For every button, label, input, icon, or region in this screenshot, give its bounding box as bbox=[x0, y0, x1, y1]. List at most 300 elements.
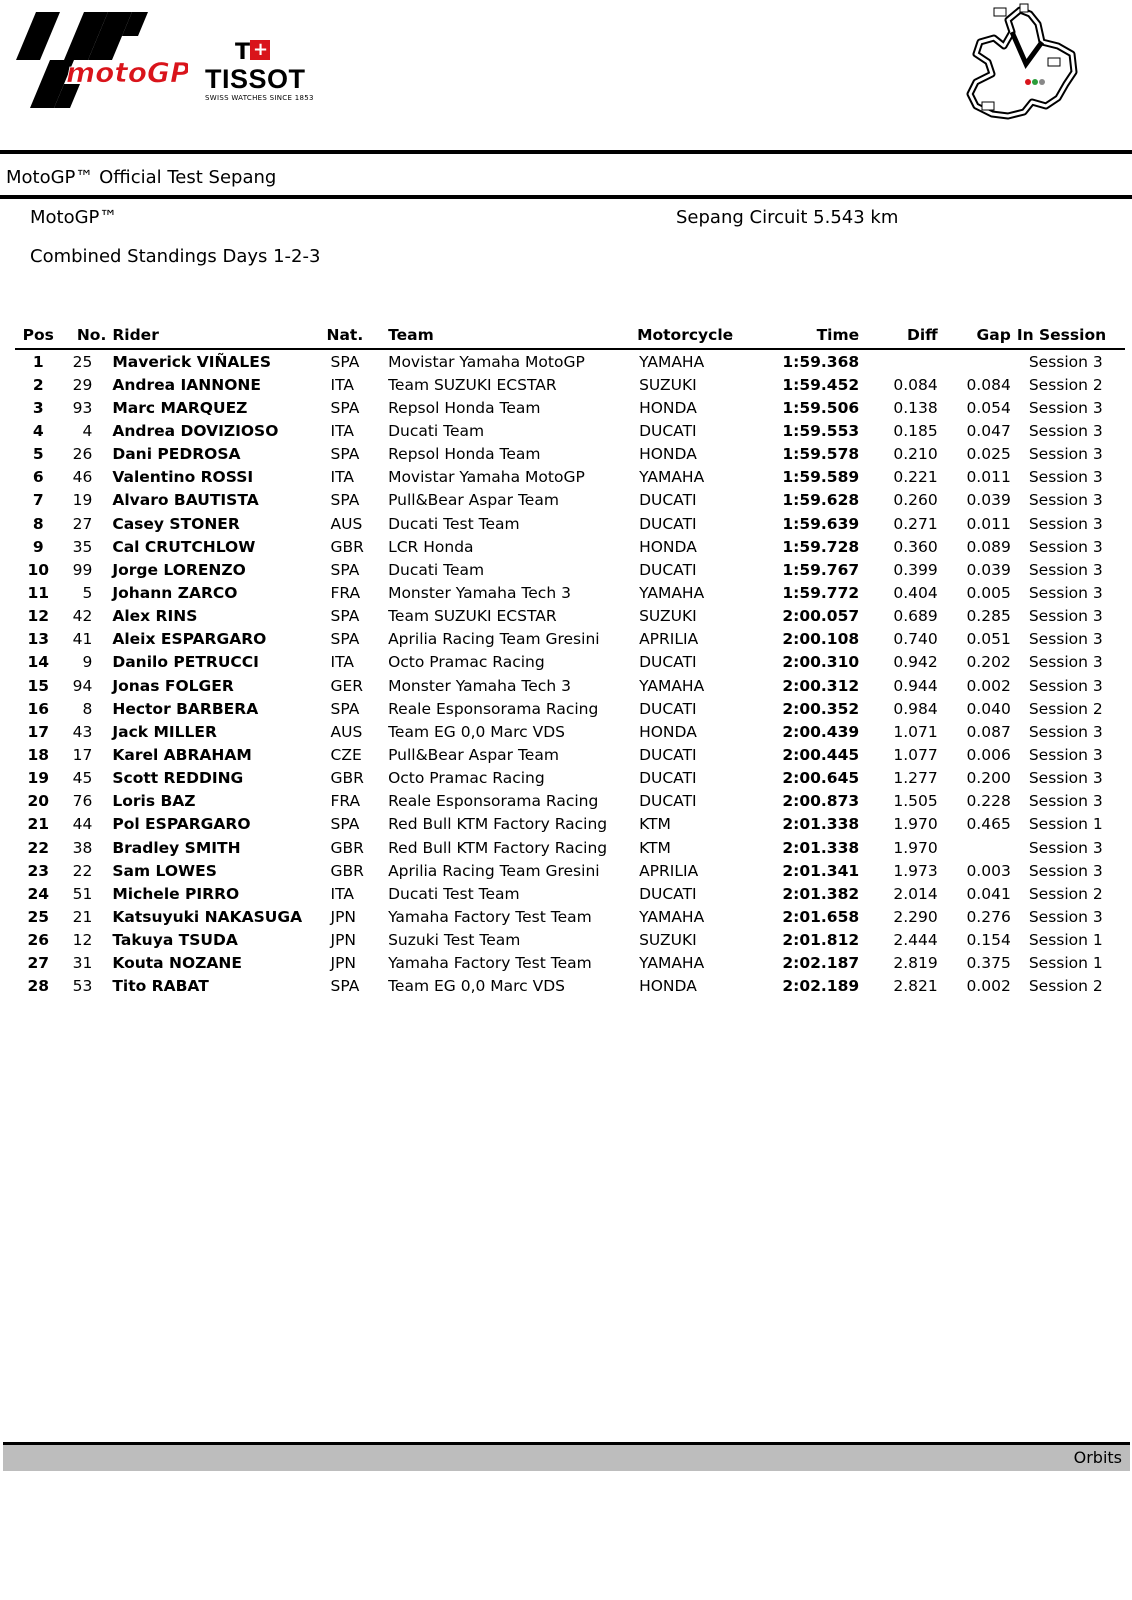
cell-nat: CZE bbox=[330, 745, 362, 764]
cell-time: 1:59.578 bbox=[782, 445, 860, 464]
cell-nat: SPA bbox=[330, 977, 360, 996]
cell-motorcycle: YAMAHA bbox=[639, 468, 705, 487]
cell-rider: Valentino ROSSI bbox=[112, 468, 254, 487]
cell-rider: Katsuyuki NAKASUGA bbox=[112, 907, 303, 926]
cell-diff: 0.084 bbox=[893, 375, 938, 394]
cell-session: Session 2 bbox=[1028, 884, 1103, 903]
cell-time: 1:59.628 bbox=[782, 491, 860, 510]
cell-team: Suzuki Test Team bbox=[388, 931, 521, 950]
table-row bbox=[15, 581, 1125, 604]
cell-session: Session 3 bbox=[1028, 861, 1103, 880]
cell-gap bbox=[938, 349, 1011, 373]
tissot-logo bbox=[205, 40, 315, 100]
sepang-track-map-icon bbox=[962, 2, 1097, 127]
cell-pos: 11 bbox=[27, 583, 50, 602]
cell-gap: 0.002 bbox=[966, 676, 1011, 695]
cell-pos: 15 bbox=[27, 676, 50, 695]
cell-pos: 13 bbox=[27, 630, 50, 649]
cell-rider: Andrea IANNONE bbox=[112, 375, 261, 394]
header-time: Time bbox=[773, 325, 859, 349]
cell-diff: 2.819 bbox=[893, 954, 938, 973]
cell-session: Session 1 bbox=[1028, 954, 1103, 973]
footer-provider: Orbits bbox=[1073, 1448, 1122, 1467]
cell-time: 2:00.352 bbox=[782, 699, 860, 718]
cell-rider: Cal CRUTCHLOW bbox=[112, 537, 256, 556]
cell-rider: Dani PEDROSA bbox=[112, 445, 241, 464]
cell-rider: Jack MILLER bbox=[112, 722, 217, 741]
cell-session: Session 2 bbox=[1028, 375, 1103, 394]
cell-team: Movistar Yamaha MotoGP bbox=[388, 352, 585, 371]
cell-team: Yamaha Factory Test Team bbox=[388, 954, 592, 973]
cell-pos: 27 bbox=[27, 954, 50, 973]
header-rider: Rider bbox=[112, 325, 320, 349]
cell-rider: Scott REDDING bbox=[112, 769, 244, 788]
cell-motorcycle: APRILIA bbox=[639, 630, 699, 649]
table-row bbox=[15, 743, 1125, 766]
cell-nat: JPN bbox=[330, 954, 357, 973]
cell-motorcycle: YAMAHA bbox=[639, 352, 705, 371]
cell-time: 2:02.189 bbox=[782, 977, 860, 996]
cell-diff bbox=[859, 349, 938, 373]
cell-no: 45 bbox=[72, 769, 93, 788]
header-rule bbox=[0, 150, 1132, 154]
cell-session: Session 1 bbox=[1028, 815, 1103, 834]
cell-session: Session 3 bbox=[1028, 421, 1103, 440]
cell-session: Session 3 bbox=[1028, 607, 1103, 626]
cell-pos: 25 bbox=[27, 907, 50, 926]
cell-gap: 0.154 bbox=[966, 931, 1011, 950]
cell-diff: 2.290 bbox=[893, 907, 938, 926]
cell-no: 4 bbox=[82, 421, 93, 440]
table-row bbox=[15, 952, 1125, 975]
cell-no: 43 bbox=[72, 722, 93, 741]
cell-rider: Maverick VIÑALES bbox=[112, 352, 272, 371]
class-label: MotoGP™ bbox=[30, 207, 118, 228]
circuit-label: Sepang Circuit 5.543 km bbox=[676, 207, 899, 228]
cell-time: 2:01.338 bbox=[782, 815, 860, 834]
cell-diff: 0.944 bbox=[893, 676, 938, 695]
cell-diff: 0.138 bbox=[893, 398, 938, 417]
header-nat: Nat. bbox=[321, 325, 389, 349]
cell-diff: 0.942 bbox=[893, 653, 938, 672]
cell-time: 1:59.639 bbox=[782, 514, 860, 533]
cell-team: Yamaha Factory Test Team bbox=[388, 907, 592, 926]
cell-motorcycle: SUZUKI bbox=[639, 375, 697, 394]
cell-rider: Kouta NOZANE bbox=[112, 954, 242, 973]
cell-time: 1:59.452 bbox=[782, 375, 860, 394]
cell-motorcycle: DUCATI bbox=[639, 491, 697, 510]
cell-pos: 20 bbox=[27, 792, 50, 811]
swiss-cross-icon: + bbox=[250, 40, 270, 60]
cell-rider: Danilo PETRUCCI bbox=[112, 653, 259, 672]
cell-time: 2:00.312 bbox=[782, 676, 860, 695]
cell-team: Red Bull KTM Factory Racing bbox=[388, 815, 608, 834]
cell-motorcycle: DUCATI bbox=[639, 421, 697, 440]
cell-rider: Marc MARQUEZ bbox=[112, 398, 248, 417]
cell-team: Ducati Test Team bbox=[388, 514, 520, 533]
cell-nat: SPA bbox=[330, 607, 360, 626]
table-header-row bbox=[15, 325, 1125, 349]
cell-team: Pull&Bear Aspar Team bbox=[388, 745, 559, 764]
cell-nat: AUS bbox=[330, 722, 363, 741]
cell-diff: 2.014 bbox=[893, 884, 938, 903]
cell-time: 1:59.767 bbox=[782, 560, 860, 579]
cell-nat: ITA bbox=[330, 421, 354, 440]
cell-rider: Johann ZARCO bbox=[112, 583, 238, 602]
cell-motorcycle: DUCATI bbox=[639, 792, 697, 811]
table-row bbox=[15, 859, 1125, 882]
cell-diff: 0.210 bbox=[893, 445, 938, 464]
table-row bbox=[15, 466, 1125, 489]
cell-time: 2:01.812 bbox=[782, 931, 860, 950]
cell-gap: 0.025 bbox=[966, 445, 1011, 464]
cell-no: 19 bbox=[72, 491, 93, 510]
cell-nat: GBR bbox=[330, 769, 364, 788]
cell-team: Team EG 0,0 Marc VDS bbox=[388, 977, 566, 996]
cell-motorcycle: SUZUKI bbox=[639, 931, 697, 950]
cell-pos: 21 bbox=[27, 815, 50, 834]
cell-pos: 26 bbox=[27, 931, 50, 950]
cell-no: 99 bbox=[72, 560, 93, 579]
cell-rider: Alex RINS bbox=[112, 607, 198, 626]
cell-time: 2:00.310 bbox=[782, 653, 860, 672]
header-gap: Gap bbox=[938, 325, 1011, 349]
cell-motorcycle: HONDA bbox=[639, 722, 697, 741]
cell-diff: 0.221 bbox=[893, 468, 938, 487]
cell-pos: 7 bbox=[32, 491, 44, 510]
cell-session: Session 3 bbox=[1028, 838, 1103, 857]
cell-time: 2:01.341 bbox=[782, 861, 860, 880]
table-row bbox=[15, 905, 1125, 928]
cell-nat: SPA bbox=[330, 445, 360, 464]
cell-session: Session 3 bbox=[1028, 352, 1103, 371]
cell-rider: Jonas FOLGER bbox=[112, 676, 234, 695]
cell-pos: 22 bbox=[27, 838, 50, 857]
cell-motorcycle: HONDA bbox=[639, 537, 697, 556]
cell-time: 2:01.382 bbox=[782, 884, 860, 903]
cell-diff: 0.185 bbox=[893, 421, 938, 440]
table-row bbox=[15, 535, 1125, 558]
cell-no: 76 bbox=[72, 792, 93, 811]
tissot-wordmark: TISSOT bbox=[205, 64, 306, 94]
cell-time: 1:59.506 bbox=[782, 398, 860, 417]
cell-nat: JPN bbox=[330, 931, 357, 950]
header-diff: Diff bbox=[859, 325, 938, 349]
header-team: Team bbox=[388, 325, 637, 349]
cell-rider: Jorge LORENZO bbox=[112, 560, 246, 579]
cell-motorcycle: HONDA bbox=[639, 445, 697, 464]
cell-nat: SPA bbox=[330, 352, 360, 371]
cell-pos: 10 bbox=[27, 560, 50, 579]
cell-no: 51 bbox=[72, 884, 93, 903]
cell-diff: 2.821 bbox=[893, 977, 938, 996]
table-row bbox=[15, 396, 1125, 419]
cell-team: Team SUZUKI ECSTAR bbox=[388, 607, 557, 626]
cell-nat: ITA bbox=[330, 468, 354, 487]
cell-nat: FRA bbox=[330, 792, 361, 811]
cell-session: Session 3 bbox=[1028, 398, 1103, 417]
results-body bbox=[15, 349, 1125, 998]
cell-no: 41 bbox=[72, 630, 93, 649]
cell-session: Session 1 bbox=[1028, 931, 1103, 950]
cell-pos: 2 bbox=[32, 375, 44, 394]
cell-no: 94 bbox=[72, 676, 93, 695]
header-motorcycle: Motorcycle bbox=[637, 325, 773, 349]
cell-gap: 0.006 bbox=[966, 745, 1011, 764]
cell-pos: 17 bbox=[27, 722, 50, 741]
cell-pos: 14 bbox=[27, 653, 50, 672]
cell-team: Aprilia Racing Team Gresini bbox=[388, 630, 600, 649]
cell-session: Session 3 bbox=[1028, 468, 1103, 487]
header-session: In Session bbox=[1011, 325, 1125, 349]
cell-no: 26 bbox=[72, 445, 93, 464]
cell-rider: Alvaro BAUTISTA bbox=[112, 491, 259, 510]
cell-pos: 28 bbox=[27, 977, 50, 996]
cell-diff: 0.399 bbox=[893, 560, 938, 579]
table-row bbox=[15, 558, 1125, 581]
cell-gap: 0.041 bbox=[966, 884, 1011, 903]
cell-diff: 0.740 bbox=[893, 630, 938, 649]
cell-rider: Sam LOWES bbox=[112, 861, 217, 880]
cell-nat: GBR bbox=[330, 537, 364, 556]
cell-gap: 0.051 bbox=[966, 630, 1011, 649]
cell-team: Ducati Team bbox=[388, 421, 485, 440]
cell-diff: 1.071 bbox=[893, 722, 938, 741]
cell-motorcycle: SUZUKI bbox=[639, 607, 697, 626]
table-row bbox=[15, 419, 1125, 442]
cell-time: 2:01.338 bbox=[782, 838, 860, 857]
cell-no: 31 bbox=[72, 954, 93, 973]
cell-gap: 0.011 bbox=[966, 514, 1011, 533]
cell-gap: 0.040 bbox=[966, 699, 1011, 718]
cell-motorcycle: DUCATI bbox=[639, 514, 697, 533]
cell-session: Session 3 bbox=[1028, 792, 1103, 811]
cell-motorcycle: DUCATI bbox=[639, 745, 697, 764]
cell-gap: 0.285 bbox=[966, 607, 1011, 626]
cell-no: 93 bbox=[72, 398, 93, 417]
cell-diff: 1.973 bbox=[893, 861, 938, 880]
cell-diff: 1.505 bbox=[893, 792, 938, 811]
cell-nat: FRA bbox=[330, 583, 361, 602]
cell-motorcycle: APRILIA bbox=[639, 861, 699, 880]
cell-nat: SPA bbox=[330, 630, 360, 649]
footer-bar bbox=[3, 1442, 1130, 1471]
tissot-tagline: SWISS WATCHES SINCE 1853 bbox=[205, 94, 314, 102]
cell-team: Pull&Bear Aspar Team bbox=[388, 491, 559, 510]
cell-session: Session 3 bbox=[1028, 560, 1103, 579]
cell-rider: Casey STONER bbox=[112, 514, 240, 533]
cell-pos: 9 bbox=[32, 537, 44, 556]
cell-rider: Hector BARBERA bbox=[112, 699, 259, 718]
table-row bbox=[15, 674, 1125, 697]
cell-motorcycle: HONDA bbox=[639, 398, 697, 417]
cell-nat: GBR bbox=[330, 838, 364, 857]
table-row bbox=[15, 697, 1125, 720]
cell-team: Reale Esponsorama Racing bbox=[388, 699, 599, 718]
cell-no: 5 bbox=[82, 583, 93, 602]
cell-gap: 0.375 bbox=[966, 954, 1011, 973]
title-rule bbox=[0, 195, 1132, 199]
cell-time: 2:00.445 bbox=[782, 745, 860, 764]
cell-team: Monster Yamaha Tech 3 bbox=[388, 583, 571, 602]
cell-gap: 0.054 bbox=[966, 398, 1011, 417]
cell-gap bbox=[938, 836, 1011, 859]
table-row bbox=[15, 349, 1125, 373]
table-row bbox=[15, 836, 1125, 859]
table-row bbox=[15, 813, 1125, 836]
table-row bbox=[15, 651, 1125, 674]
cell-motorcycle: DUCATI bbox=[639, 560, 697, 579]
cell-diff: 0.404 bbox=[893, 583, 938, 602]
cell-session: Session 3 bbox=[1028, 907, 1103, 926]
cell-diff: 0.360 bbox=[893, 537, 938, 556]
cell-gap: 0.084 bbox=[966, 375, 1011, 394]
cell-time: 2:00.873 bbox=[782, 792, 860, 811]
cell-rider: Takuya TSUDA bbox=[112, 931, 238, 950]
cell-nat: SPA bbox=[330, 815, 360, 834]
table-row bbox=[15, 882, 1125, 905]
cell-nat: GER bbox=[330, 676, 364, 695]
header-pos: Pos bbox=[15, 325, 61, 349]
cell-gap: 0.200 bbox=[966, 769, 1011, 788]
cell-no: 25 bbox=[72, 352, 93, 371]
motogp-logo bbox=[8, 10, 188, 122]
cell-team: Red Bull KTM Factory Racing bbox=[388, 838, 608, 857]
cell-team: Team EG 0,0 Marc VDS bbox=[388, 722, 566, 741]
cell-nat: ITA bbox=[330, 884, 354, 903]
cell-team: Aprilia Racing Team Gresini bbox=[388, 861, 600, 880]
cell-team: Octo Pramac Racing bbox=[388, 653, 545, 672]
cell-no: 44 bbox=[72, 815, 93, 834]
cell-rider: Loris BAZ bbox=[112, 792, 196, 811]
cell-team: LCR Honda bbox=[388, 537, 474, 556]
cell-no: 38 bbox=[72, 838, 93, 857]
cell-rider: Michele PIRRO bbox=[112, 884, 240, 903]
cell-pos: 3 bbox=[32, 398, 44, 417]
cell-gap: 0.002 bbox=[966, 977, 1011, 996]
cell-time: 2:02.187 bbox=[782, 954, 860, 973]
cell-pos: 12 bbox=[27, 607, 50, 626]
cell-nat: GBR bbox=[330, 861, 364, 880]
cell-session: Session 2 bbox=[1028, 699, 1103, 718]
cell-pos: 24 bbox=[27, 884, 50, 903]
cell-gap: 0.005 bbox=[966, 583, 1011, 602]
cell-diff: 2.444 bbox=[893, 931, 938, 950]
page-header bbox=[0, 0, 1132, 150]
cell-session: Session 2 bbox=[1028, 977, 1103, 996]
cell-session: Session 3 bbox=[1028, 491, 1103, 510]
cell-rider: Bradley SMITH bbox=[112, 838, 241, 857]
cell-pos: 23 bbox=[27, 861, 50, 880]
cell-time: 1:59.772 bbox=[782, 583, 860, 602]
cell-no: 21 bbox=[72, 907, 93, 926]
cell-gap: 0.276 bbox=[966, 907, 1011, 926]
cell-nat: ITA bbox=[330, 653, 354, 672]
cell-rider: Pol ESPARGARO bbox=[112, 815, 251, 834]
cell-diff: 1.970 bbox=[893, 815, 938, 834]
cell-gap: 0.047 bbox=[966, 421, 1011, 440]
table-row bbox=[15, 443, 1125, 466]
cell-motorcycle: DUCATI bbox=[639, 884, 697, 903]
cell-diff: 0.260 bbox=[893, 491, 938, 510]
table-row bbox=[15, 720, 1125, 743]
cell-nat: SPA bbox=[330, 560, 360, 579]
cell-diff: 1.077 bbox=[893, 745, 938, 764]
cell-no: 35 bbox=[72, 537, 93, 556]
cell-gap: 0.087 bbox=[966, 722, 1011, 741]
cell-session: Session 3 bbox=[1028, 514, 1103, 533]
cell-team: Team SUZUKI ECSTAR bbox=[388, 375, 557, 394]
event-title: MotoGP™ Official Test Sepang bbox=[6, 167, 277, 188]
cell-no: 8 bbox=[82, 699, 93, 718]
cell-motorcycle: YAMAHA bbox=[639, 676, 705, 695]
cell-nat: JPN bbox=[330, 907, 357, 926]
cell-diff: 1.277 bbox=[893, 769, 938, 788]
header-no: No. bbox=[61, 325, 112, 349]
cell-team: Reale Esponsorama Racing bbox=[388, 792, 599, 811]
cell-time: 2:00.645 bbox=[782, 769, 860, 788]
cell-rider: Andrea DOVIZIOSO bbox=[112, 421, 279, 440]
cell-nat: SPA bbox=[330, 398, 360, 417]
cell-nat: SPA bbox=[330, 491, 360, 510]
cell-no: 9 bbox=[82, 653, 93, 672]
cell-session: Session 3 bbox=[1028, 445, 1103, 464]
cell-motorcycle: DUCATI bbox=[639, 769, 697, 788]
cell-no: 22 bbox=[72, 861, 93, 880]
table-row bbox=[15, 628, 1125, 651]
cell-time: 2:00.439 bbox=[782, 722, 860, 741]
cell-session: Session 3 bbox=[1028, 583, 1103, 602]
cell-pos: 19 bbox=[27, 769, 50, 788]
cell-motorcycle: DUCATI bbox=[639, 653, 697, 672]
cell-rider: Tito RABAT bbox=[112, 977, 209, 996]
cell-motorcycle: KTM bbox=[639, 815, 671, 834]
cell-team: Ducati Test Team bbox=[388, 884, 520, 903]
cell-no: 27 bbox=[72, 514, 93, 533]
cell-session: Session 3 bbox=[1028, 745, 1103, 764]
cell-time: 2:01.658 bbox=[782, 907, 860, 926]
cell-gap: 0.011 bbox=[966, 468, 1011, 487]
cell-pos: 18 bbox=[27, 745, 50, 764]
cell-rider: Karel ABRAHAM bbox=[112, 745, 252, 764]
cell-session: Session 3 bbox=[1028, 676, 1103, 695]
cell-time: 2:00.057 bbox=[782, 607, 860, 626]
cell-motorcycle: HONDA bbox=[639, 977, 697, 996]
cell-team: Monster Yamaha Tech 3 bbox=[388, 676, 571, 695]
cell-diff: 0.271 bbox=[893, 514, 938, 533]
cell-nat: ITA bbox=[330, 375, 354, 394]
cell-time: 1:59.553 bbox=[782, 421, 860, 440]
cell-team: Movistar Yamaha MotoGP bbox=[388, 468, 585, 487]
table-row bbox=[15, 975, 1125, 998]
cell-no: 42 bbox=[72, 607, 93, 626]
cell-diff: 1.970 bbox=[893, 838, 938, 857]
table-row bbox=[15, 605, 1125, 628]
table-row bbox=[15, 373, 1125, 396]
cell-team: Octo Pramac Racing bbox=[388, 769, 545, 788]
table-row bbox=[15, 489, 1125, 512]
cell-nat: AUS bbox=[330, 514, 363, 533]
cell-session: Session 3 bbox=[1028, 769, 1103, 788]
cell-no: 12 bbox=[72, 931, 93, 950]
table-row bbox=[15, 790, 1125, 813]
cell-motorcycle: YAMAHA bbox=[639, 907, 705, 926]
cell-motorcycle: YAMAHA bbox=[639, 954, 705, 973]
cell-no: 17 bbox=[72, 745, 93, 764]
cell-motorcycle: YAMAHA bbox=[639, 583, 705, 602]
cell-pos: 8 bbox=[32, 514, 44, 533]
results-table bbox=[15, 325, 1125, 998]
